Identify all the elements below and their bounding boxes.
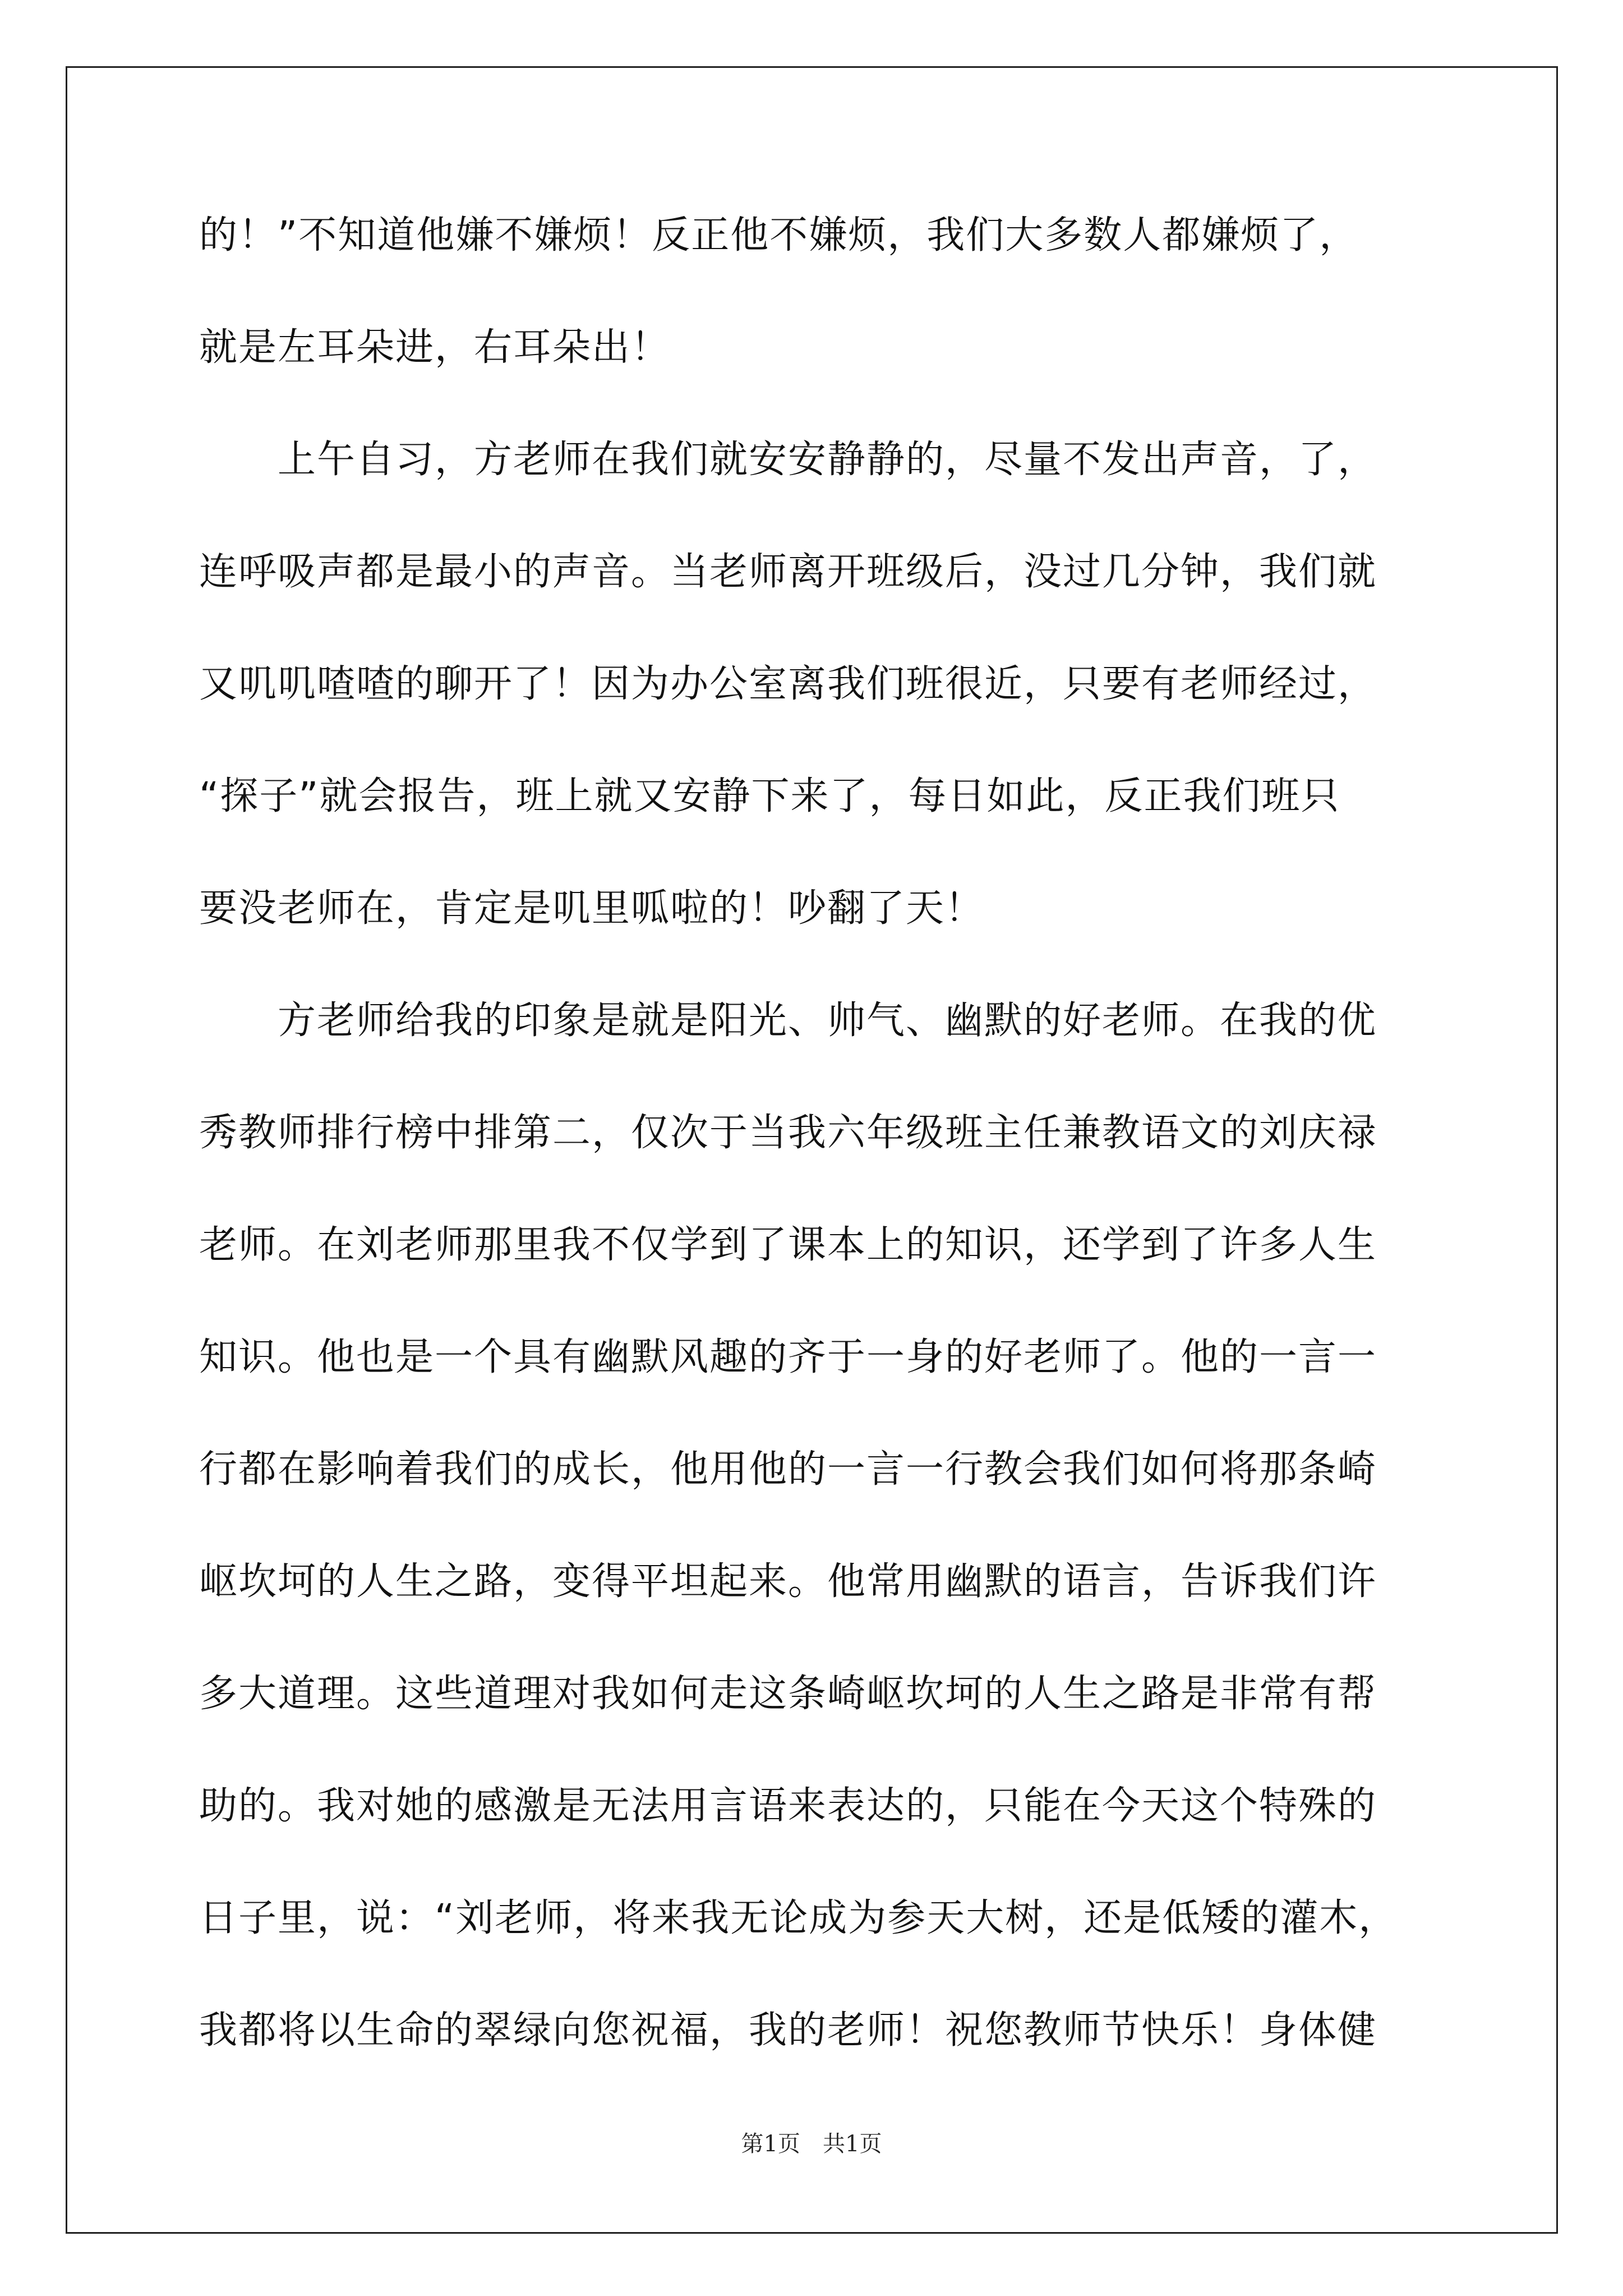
- text-line: 行都在影响着我们的成长，他用他的一言一行教会我们如何将那条崎: [199, 1447, 1377, 1492]
- text-line: 方老师给我的印象是就是阳光、帅气、幽默的好老师。在我的优: [199, 999, 1377, 1043]
- body-text: [199, 199, 1433, 2106]
- text-line: 助的。我对她的感激是无法用言语来表达的，只能在今天这个特殊的: [199, 1784, 1377, 1828]
- text-line: 知识。他也是一个具有幽默风趣的齐于一身的好老师了。他的一言一: [199, 1335, 1377, 1379]
- text-line: 又叽叽喳喳的聊开了！因为办公室离我们班很近，只要有老师经过，: [199, 662, 1377, 706]
- text-line: 老师。在刘老师那里我不仅学到了课本上的知识，还学到了许多人生: [199, 1223, 1377, 1267]
- page-number-footer: 第1页 共1页: [741, 2131, 882, 2157]
- text-line: 上午自习，方老师在我们就安安静静的，尽量不发出声音，了，: [199, 438, 1377, 482]
- text-line: 我都将以生命的翠绿向您祝福，我的老师！祝您教师节快乐！身体健: [199, 2008, 1377, 2053]
- text-line: “探子”就会报告，班上就又安静下来了，每日如此，反正我们班只: [199, 774, 1340, 818]
- text-line: 就是左耳朵进，右耳朵出！: [199, 325, 671, 370]
- text-line: 要没老师在，肯定是叽里呱啦的！吵翻了天！: [199, 886, 985, 931]
- text-line: 多大道理。这些道理对我如何走这条崎岖坎坷的人生之路是非常有帮: [199, 1672, 1377, 1716]
- text-line: 日子里，说：“刘老师，将来我无论成为参天大树，还是低矮的灌木，: [199, 1896, 1398, 1940]
- text-line: 岖坎坷的人生之路，变得平坦起来。他常用幽默的语言，告诉我们许: [199, 1559, 1377, 1604]
- text-line: 秀教师排行榜中排第二，仅次于当我六年级班主任兼教语文的刘庆禄: [199, 1111, 1377, 1155]
- text-line: 的！”不知道他嫌不嫌烦！反正他不嫌烦，我们大多数人都嫌烦了，: [199, 213, 1359, 257]
- text-line: 连呼吸声都是最小的声音。当老师离开班级后，没过几分钟，我们就: [199, 550, 1377, 594]
